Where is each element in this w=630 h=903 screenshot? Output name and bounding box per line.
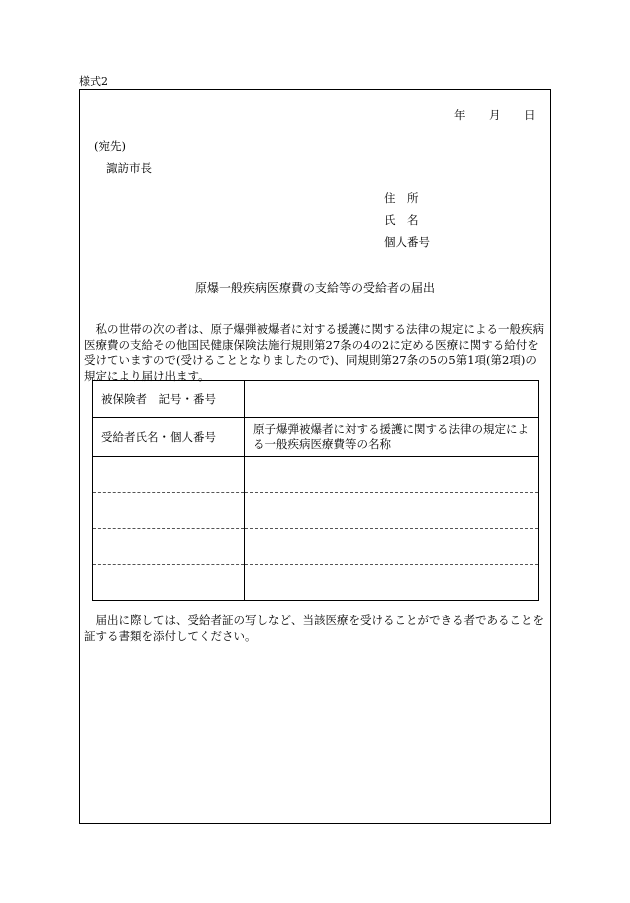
- benefit-cell[interactable]: [245, 565, 539, 601]
- date-day-label: 日: [524, 108, 536, 122]
- addressee-prefix: (宛先): [94, 139, 126, 153]
- insured-row: [93, 381, 539, 418]
- date-year-label: 年: [454, 108, 466, 122]
- benefit-cell[interactable]: [245, 493, 539, 529]
- applicant-name-label: 氏 名: [384, 213, 419, 227]
- applicant-number-label: 個人番号: [384, 235, 430, 249]
- applicant-address-label: 住 所: [384, 191, 419, 205]
- recipient-table: [92, 380, 539, 601]
- benefit-cell[interactable]: [245, 529, 539, 565]
- date-month-label: 月: [489, 108, 501, 122]
- table-row: [93, 493, 539, 529]
- benefit-label-cell: 原子爆弾被爆者に対する援護に関する法律の規定による一般疾病医療費等の名称: [245, 418, 539, 457]
- document-title: 原爆一般疾病医療費の支給等の受給者の届出: [194, 281, 435, 295]
- insured-number-cell[interactable]: [245, 381, 539, 418]
- table-row: [93, 565, 539, 601]
- recipient-cell[interactable]: [93, 457, 245, 493]
- benefit-cell[interactable]: [245, 457, 539, 493]
- recipient-cell[interactable]: [93, 529, 245, 565]
- declaration-text: 私の世帯の次の者は、原子爆弾被爆者に対する援護に関する法律の規定による一般疾病医療費の支給その他国民健康保険法施行規則第27条の4の2に定める医療に関する給付を受けていますので(受けることとなりましたので)、同規則第27条の5の5第1項(第2項)の規定により届け出ます。: [84, 322, 544, 383]
- table-row: [93, 529, 539, 565]
- recipient-label-cell: 受給者氏名・個人番号: [93, 418, 245, 457]
- recipient-cell[interactable]: [93, 565, 245, 601]
- attachment-note: 届出に際しては、受給者証の写しなど、当該医療を受けることができる者であることを証する書類を添付してください。: [84, 613, 544, 643]
- header-row: [93, 418, 539, 457]
- insured-label-cell: 被保険者 記号・番号: [93, 381, 245, 418]
- recipient-cell[interactable]: [93, 493, 245, 529]
- form-number-label: 様式2: [79, 75, 108, 88]
- addressee-name: 諏訪市長: [106, 161, 152, 175]
- table-row: [93, 457, 539, 493]
